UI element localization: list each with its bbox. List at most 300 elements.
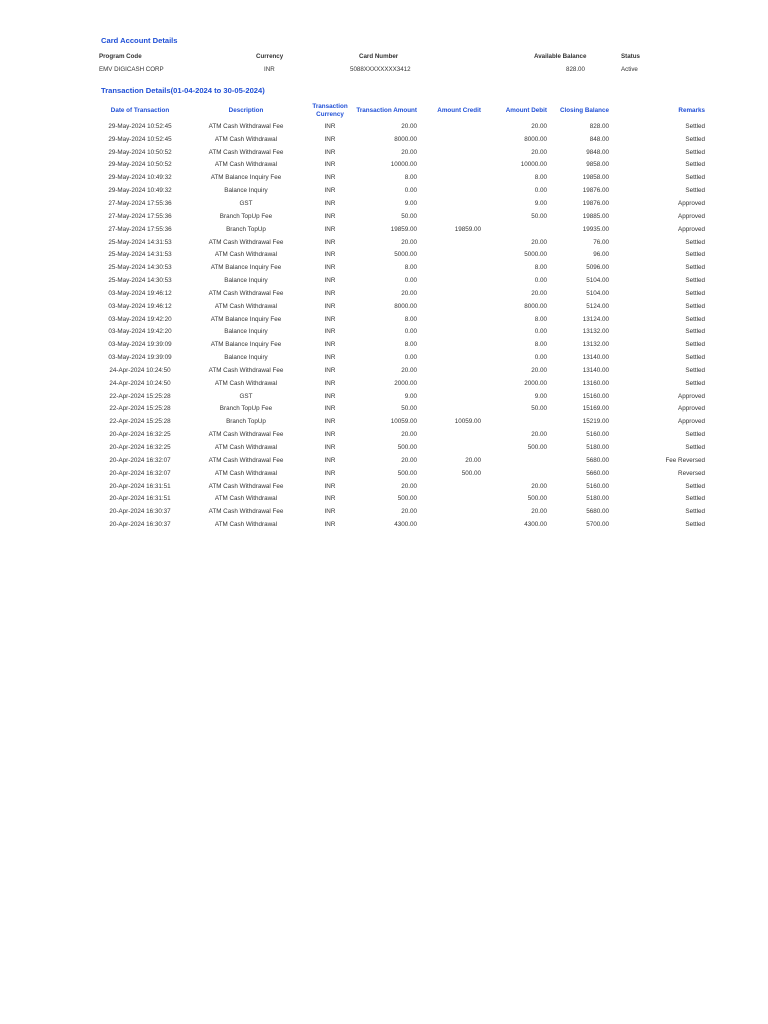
cell-closing-balance: 5096.00 — [586, 264, 609, 272]
cell-currency: INR — [324, 379, 336, 387]
table-row — [95, 159, 707, 172]
cell-description: Branch TopUp — [226, 418, 266, 426]
cell-debit: 20.00 — [531, 482, 547, 490]
cell-closing-balance: 19876.00 — [582, 199, 609, 207]
cell-description: Branch TopUp — [226, 225, 266, 233]
cell-credit — [419, 492, 483, 505]
cell-debit: 20.00 — [531, 122, 547, 130]
cell-debit: 8.00 — [534, 315, 547, 323]
cell-currency: INR — [324, 508, 336, 516]
cell-remarks: Settled — [685, 315, 705, 323]
cell-credit — [419, 390, 483, 403]
cell-currency: INR — [324, 238, 336, 246]
cell-amount: 9.00 — [404, 392, 417, 400]
status-value: Active — [621, 66, 638, 73]
cell-date: 27-May-2024 17:55:36 — [108, 212, 172, 220]
cell-date: 20-Apr-2024 16:31:51 — [109, 482, 171, 490]
cell-date: 25-May-2024 14:30:53 — [108, 264, 172, 272]
cell-amount: 500.00 — [397, 469, 417, 477]
cell-remarks: Settled — [685, 174, 705, 182]
cell-closing-balance: 848.00 — [589, 135, 609, 143]
table-row — [95, 480, 707, 493]
cell-currency: INR — [324, 187, 336, 195]
cell-currency: INR — [324, 431, 336, 439]
cell-debit: 20.00 — [531, 366, 547, 374]
cell-remarks: Settled — [685, 366, 705, 374]
cell-credit — [419, 351, 483, 364]
cell-closing-balance: 5104.00 — [586, 289, 609, 297]
cell-date: 29-May-2024 10:52:45 — [108, 135, 172, 143]
cell-remarks: Settled — [685, 251, 705, 259]
table-row — [95, 120, 707, 133]
cell-closing-balance: 13140.00 — [582, 354, 609, 362]
table-row — [95, 428, 707, 441]
cell-closing-balance: 13160.00 — [582, 379, 609, 387]
cell-description: ATM Cash Withdrawal — [214, 444, 278, 452]
cell-debit: 20.00 — [531, 289, 547, 297]
cell-debit: 9.00 — [534, 199, 547, 207]
table-row — [95, 403, 707, 416]
table-row — [95, 364, 707, 377]
cell-remarks: Settled — [685, 482, 705, 490]
cell-date: 25-May-2024 14:31:53 — [108, 238, 172, 246]
cell-description: ATM Balance Inquiry Fee — [210, 264, 282, 272]
cell-credit: 500.00 — [461, 469, 481, 477]
cell-currency: INR — [324, 251, 336, 259]
cell-description: ATM Cash Withdrawal — [214, 495, 278, 503]
cell-remarks: Settled — [685, 148, 705, 156]
cell-closing-balance: 5124.00 — [586, 302, 609, 310]
cell-debit — [483, 223, 549, 236]
cell-description: ATM Balance Inquiry Fee — [210, 174, 282, 182]
cell-date: 29-May-2024 10:49:32 — [108, 174, 172, 182]
cell-debit: 50.00 — [531, 405, 547, 413]
cell-remarks: Settled — [685, 264, 705, 272]
cell-amount: 0.00 — [404, 187, 417, 195]
cell-currency: INR — [324, 456, 336, 464]
cell-currency: INR — [324, 405, 336, 413]
cell-remarks: Settled — [685, 161, 705, 169]
cell-date: 24-Apr-2024 10:24:50 — [109, 366, 171, 374]
table-row — [95, 441, 707, 454]
cell-description: ATM Cash Withdrawal — [214, 251, 278, 259]
cell-date: 29-May-2024 10:50:52 — [108, 148, 172, 156]
cell-date: 03-May-2024 19:42:20 — [108, 315, 172, 323]
cell-amount: 0.00 — [404, 354, 417, 362]
cell-amount: 8.00 — [404, 264, 417, 272]
cell-closing-balance: 13124.00 — [582, 315, 609, 323]
cell-credit — [419, 338, 483, 351]
cell-currency: INR — [324, 199, 336, 207]
cell-debit: 5000.00 — [524, 251, 547, 259]
cell-description: ATM Cash Withdrawal Fee — [208, 508, 284, 516]
cell-closing-balance: 13140.00 — [582, 366, 609, 374]
cell-currency: INR — [324, 366, 336, 374]
cell-description: Balance Inquiry — [224, 328, 268, 336]
cell-remarks: Approved — [678, 405, 705, 413]
cell-debit: 0.00 — [534, 187, 547, 195]
cell-amount: 20.00 — [401, 456, 417, 464]
cell-date: 22-Apr-2024 15:25:28 — [109, 405, 171, 413]
cell-remarks: Settled — [685, 302, 705, 310]
cell-amount: 20.00 — [401, 482, 417, 490]
cell-date: 29-May-2024 10:49:32 — [108, 187, 172, 195]
cell-remarks: Approved — [678, 225, 705, 233]
cell-date: 03-May-2024 19:39:09 — [108, 354, 172, 362]
cell-debit: 500.00 — [527, 444, 547, 452]
cell-remarks: Settled — [685, 508, 705, 516]
cell-closing-balance: 96.00 — [593, 251, 609, 259]
cell-amount: 20.00 — [401, 366, 417, 374]
cell-date: 20-Apr-2024 16:30:37 — [109, 508, 171, 516]
cell-amount: 20.00 — [401, 431, 417, 439]
cell-description: Branch TopUp Fee — [219, 212, 273, 220]
cell-remarks: Settled — [685, 238, 705, 246]
table-row — [95, 415, 707, 428]
table-row — [95, 390, 707, 403]
cell-remarks: Fee Reversed — [665, 456, 705, 464]
cell-description: GST — [239, 392, 253, 400]
cell-date: 22-Apr-2024 15:25:28 — [109, 418, 171, 426]
cell-credit — [419, 184, 483, 197]
cell-date: 03-May-2024 19:46:12 — [108, 289, 172, 297]
cell-credit — [419, 287, 483, 300]
cell-debit: 0.00 — [534, 328, 547, 336]
header-available-balance: Available Balance — [534, 53, 587, 60]
cell-credit — [419, 505, 483, 518]
cell-credit — [419, 197, 483, 210]
cell-debit: 4300.00 — [524, 521, 547, 529]
cell-date: 22-Apr-2024 15:25:28 — [109, 392, 171, 400]
col-debit: Amount Debit — [505, 106, 547, 114]
cell-date: 20-Apr-2024 16:32:25 — [109, 444, 171, 452]
cell-amount: 8000.00 — [394, 302, 417, 310]
cell-closing-balance: 828.00 — [589, 122, 609, 130]
table-row — [95, 287, 707, 300]
table-row — [95, 351, 707, 364]
cell-amount: 10059.00 — [390, 418, 417, 426]
cell-remarks: Settled — [685, 444, 705, 452]
table-row — [95, 248, 707, 261]
cell-closing-balance: 19876.00 — [582, 187, 609, 195]
cell-credit — [419, 326, 483, 339]
transactions-header-row — [95, 101, 707, 120]
cell-date: 25-May-2024 14:31:53 — [108, 251, 172, 259]
cell-amount: 19859.00 — [390, 225, 417, 233]
cell-debit: 8000.00 — [524, 135, 547, 143]
cell-credit — [419, 364, 483, 377]
cell-remarks: Settled — [685, 277, 705, 285]
cell-debit: 0.00 — [534, 277, 547, 285]
cell-credit — [419, 518, 483, 531]
cell-description: ATM Cash Withdrawal Fee — [208, 238, 284, 246]
cell-date: 03-May-2024 19:42:20 — [108, 328, 172, 336]
cell-remarks: Settled — [685, 341, 705, 349]
cell-remarks: Settled — [685, 521, 705, 529]
cell-description: Balance Inquiry — [224, 277, 268, 285]
header-program-code: Program Code — [99, 53, 142, 60]
cell-amount: 8000.00 — [394, 135, 417, 143]
table-row — [95, 236, 707, 249]
cell-credit — [419, 236, 483, 249]
cell-currency: INR — [324, 482, 336, 490]
cell-date: 03-May-2024 19:46:12 — [108, 302, 172, 310]
cell-credit — [419, 120, 483, 133]
table-row — [95, 300, 707, 313]
cell-date: 20-Apr-2024 16:32:07 — [109, 456, 171, 464]
cell-description: GST — [239, 199, 253, 207]
cell-currency: INR — [324, 354, 336, 362]
cell-currency: INR — [324, 161, 336, 169]
table-row — [95, 377, 707, 390]
cell-currency: INR — [324, 212, 336, 220]
available-balance-value: 828.00 — [566, 66, 585, 73]
cell-credit — [419, 377, 483, 390]
cell-remarks: Settled — [685, 122, 705, 130]
cell-amount: 5000.00 — [394, 251, 417, 259]
cell-amount: 20.00 — [401, 238, 417, 246]
cell-date: 27-May-2024 17:55:36 — [108, 225, 172, 233]
cell-debit: 8.00 — [534, 174, 547, 182]
header-status: Status — [621, 53, 640, 60]
table-row — [95, 313, 707, 326]
cell-currency: INR — [324, 328, 336, 336]
cell-debit: 10000.00 — [520, 161, 547, 169]
cell-credit — [419, 159, 483, 172]
col-description: Description — [228, 106, 264, 114]
cell-amount: 50.00 — [401, 212, 417, 220]
cell-description: Balance Inquiry — [224, 354, 268, 362]
program-code-value: EMV DIGICASH CORP — [99, 66, 164, 73]
cell-currency: INR — [324, 225, 336, 233]
cell-remarks: Settled — [685, 328, 705, 336]
cell-description: ATM Cash Withdrawal Fee — [208, 289, 284, 297]
cell-credit — [419, 274, 483, 287]
cell-description: ATM Cash Withdrawal — [214, 379, 278, 387]
cell-currency: INR — [324, 418, 336, 426]
cell-date: 20-Apr-2024 16:31:51 — [109, 495, 171, 503]
cell-credit — [419, 171, 483, 184]
cell-credit — [419, 146, 483, 159]
cell-amount: 20.00 — [401, 148, 417, 156]
cell-description: ATM Balance Inquiry Fee — [210, 315, 282, 323]
table-row — [95, 261, 707, 274]
cell-closing-balance: 5160.00 — [586, 431, 609, 439]
col-amount: Transaction Amount — [356, 106, 417, 114]
cell-credit — [419, 428, 483, 441]
cell-currency: INR — [324, 264, 336, 272]
cell-description: ATM Cash Withdrawal — [214, 161, 278, 169]
cell-closing-balance: 13132.00 — [582, 328, 609, 336]
cell-amount: 20.00 — [401, 508, 417, 516]
cell-credit — [419, 313, 483, 326]
cell-remarks: Settled — [685, 431, 705, 439]
cell-description: ATM Cash Withdrawal — [214, 469, 278, 477]
cell-debit — [483, 454, 549, 467]
cell-description: ATM Cash Withdrawal Fee — [208, 431, 284, 439]
cell-debit — [483, 467, 549, 480]
table-row — [95, 223, 707, 236]
table-row — [95, 326, 707, 339]
cell-debit: 20.00 — [531, 238, 547, 246]
cell-date: 27-May-2024 17:55:36 — [108, 199, 172, 207]
cell-remarks: Settled — [685, 495, 705, 503]
cell-amount: 500.00 — [397, 495, 417, 503]
cell-closing-balance: 9858.00 — [586, 161, 609, 169]
cell-date: 03-May-2024 19:39:09 — [108, 341, 172, 349]
cell-debit: 8000.00 — [524, 302, 547, 310]
cell-currency: INR — [324, 174, 336, 182]
cell-credit — [419, 210, 483, 223]
cell-amount: 0.00 — [404, 328, 417, 336]
cell-closing-balance: 5700.00 — [586, 521, 609, 529]
cell-remarks: Approved — [678, 392, 705, 400]
cell-amount: 2000.00 — [394, 379, 417, 387]
cell-debit — [483, 415, 549, 428]
cell-description: ATM Cash Withdrawal — [214, 302, 278, 310]
cell-amount: 20.00 — [401, 122, 417, 130]
cell-closing-balance: 13132.00 — [582, 341, 609, 349]
cell-amount: 0.00 — [404, 277, 417, 285]
transactions-table — [95, 101, 707, 531]
cell-amount: 10000.00 — [390, 161, 417, 169]
cell-debit: 0.00 — [534, 354, 547, 362]
cell-remarks: Approved — [678, 199, 705, 207]
cell-credit — [419, 300, 483, 313]
cell-remarks: Settled — [685, 187, 705, 195]
cell-description: ATM Cash Withdrawal — [214, 521, 278, 529]
cell-closing-balance: 15219.00 — [582, 418, 609, 426]
table-row — [95, 171, 707, 184]
cell-currency: INR — [324, 392, 336, 400]
col-date: Date of Transaction — [110, 106, 170, 114]
cell-credit — [419, 248, 483, 261]
cell-currency: INR — [324, 135, 336, 143]
cell-description: Branch TopUp Fee — [219, 405, 273, 413]
cell-debit: 20.00 — [531, 431, 547, 439]
cell-closing-balance: 5180.00 — [586, 495, 609, 503]
cell-credit — [419, 441, 483, 454]
cell-currency: INR — [324, 122, 336, 130]
cell-credit — [419, 403, 483, 416]
cell-amount: 20.00 — [401, 289, 417, 297]
cell-amount: 8.00 — [404, 174, 417, 182]
table-row — [95, 505, 707, 518]
cell-closing-balance: 19885.00 — [582, 212, 609, 220]
table-row — [95, 338, 707, 351]
cell-amount: 8.00 — [404, 341, 417, 349]
cell-remarks: Settled — [685, 379, 705, 387]
cell-currency: INR — [324, 444, 336, 452]
table-row — [95, 197, 707, 210]
cell-remarks: Settled — [685, 289, 705, 297]
cell-description: ATM Balance Inquiry Fee — [210, 341, 282, 349]
cell-remarks: Reversed — [678, 469, 705, 477]
cell-amount: 9.00 — [404, 199, 417, 207]
cell-date: 20-Apr-2024 16:32:25 — [109, 431, 171, 439]
cell-description: ATM Cash Withdrawal — [214, 135, 278, 143]
cell-date: 20-Apr-2024 16:32:07 — [109, 469, 171, 477]
col-credit: Amount Credit — [437, 106, 481, 114]
cell-description: ATM Cash Withdrawal Fee — [208, 482, 284, 490]
cell-closing-balance: 5660.00 — [586, 469, 609, 477]
cell-remarks: Settled — [685, 354, 705, 362]
cell-remarks: Settled — [685, 135, 705, 143]
cell-date: 25-May-2024 14:30:53 — [108, 277, 172, 285]
cell-date: 29-May-2024 10:52:45 — [108, 122, 172, 130]
cell-closing-balance: 5104.00 — [586, 277, 609, 285]
cell-credit: 20.00 — [465, 456, 481, 464]
cell-debit: 9.00 — [534, 392, 547, 400]
cell-closing-balance: 76.00 — [593, 238, 609, 246]
cell-remarks: Approved — [678, 212, 705, 220]
cell-closing-balance: 5680.00 — [586, 508, 609, 516]
cell-remarks: Approved — [678, 418, 705, 426]
cell-currency: INR — [324, 148, 336, 156]
header-card-number: Card Number — [359, 53, 399, 60]
cell-description: ATM Cash Withdrawal Fee — [208, 122, 284, 130]
cell-closing-balance: 19858.00 — [582, 174, 609, 182]
col-closing-balance: Closing Balance — [560, 106, 609, 114]
cell-debit: 20.00 — [531, 508, 547, 516]
cell-currency: INR — [324, 495, 336, 503]
cell-date: 20-Apr-2024 16:30:37 — [109, 521, 171, 529]
cell-credit: 10059.00 — [454, 418, 481, 426]
table-row — [95, 492, 707, 505]
cell-description: ATM Cash Withdrawal Fee — [208, 456, 284, 464]
cell-currency: INR — [324, 315, 336, 323]
cell-credit — [419, 133, 483, 146]
table-row — [95, 146, 707, 159]
cell-credit — [419, 261, 483, 274]
cell-currency: INR — [324, 469, 336, 477]
col-remarks: Remarks — [678, 106, 705, 114]
cell-amount: 50.00 — [401, 405, 417, 413]
table-row — [95, 454, 707, 467]
table-row — [95, 133, 707, 146]
cell-currency: INR — [324, 302, 336, 310]
cell-amount: 4300.00 — [394, 521, 417, 529]
card-account-title: Card Account Details — [101, 36, 178, 45]
table-row — [95, 274, 707, 287]
cell-debit: 20.00 — [531, 148, 547, 156]
table-row — [95, 518, 707, 531]
cell-closing-balance: 15160.00 — [582, 392, 609, 400]
cell-currency: INR — [324, 521, 336, 529]
table-row — [95, 210, 707, 223]
cell-credit — [419, 480, 483, 493]
cell-debit: 8.00 — [534, 341, 547, 349]
cell-amount: 8.00 — [404, 315, 417, 323]
cell-closing-balance: 5180.00 — [586, 444, 609, 452]
cell-debit: 50.00 — [531, 212, 547, 220]
currency-value: INR — [264, 66, 275, 73]
cell-date: 24-Apr-2024 10:24:50 — [109, 379, 171, 387]
cell-currency: INR — [324, 289, 336, 297]
cell-description: Balance Inquiry — [224, 187, 268, 195]
cell-currency: INR — [324, 341, 336, 349]
cell-credit: 19859.00 — [454, 225, 481, 233]
card-number-value: 5088XXXXXXXX3412 — [350, 66, 411, 73]
transactions-body — [95, 120, 707, 531]
table-row — [95, 467, 707, 480]
cell-closing-balance: 5160.00 — [586, 482, 609, 490]
cell-closing-balance: 9848.00 — [586, 148, 609, 156]
cell-closing-balance: 15169.00 — [582, 405, 609, 413]
cell-debit: 8.00 — [534, 264, 547, 272]
cell-closing-balance: 19935.00 — [582, 225, 609, 233]
cell-date: 29-May-2024 10:50:52 — [108, 161, 172, 169]
